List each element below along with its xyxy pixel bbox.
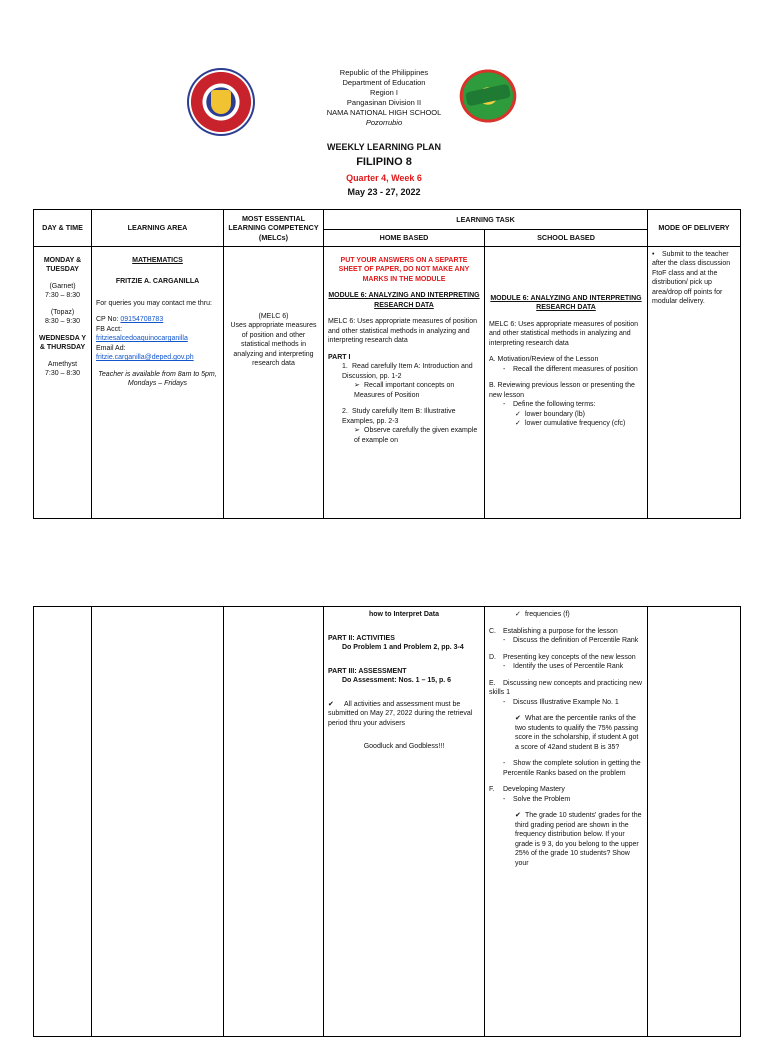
part-one-item-2-continued: how to Interpret Data: [368, 611, 439, 618]
closing-message: Goodluck and Godbless!!!: [363, 743, 445, 750]
separate-sheet-warning: PUT YOUR ANSWERS ON A SEPARTE SHEET OF PAPER, DO NOT MAKE ANY MARKS IN THE MODULE: [338, 256, 470, 283]
header-day-time: DAY & TIME: [34, 210, 92, 247]
step-f-item: - Solve the Problem: [503, 795, 571, 803]
mode-bullet: • Submit to the teacher after the class discussion FtoF class and at the distribution/ pick up area/drop off points for modular delivery.: [652, 250, 731, 305]
cp-number-link[interactable]: 09154708783: [120, 316, 164, 323]
home-based-cell: [324, 246, 485, 518]
header-home-based: HOME BASED: [324, 230, 485, 247]
part-one-item-2-sub: ➢ Observe carefully the given example of example on: [354, 427, 478, 444]
submission-note: ✔ All activities and assessment must be submitted on May 27, 2022 during the retrieval period thru your advisers: [328, 700, 473, 727]
cp-label: CP No:: [96, 316, 119, 323]
day-wednesday-thursday: WEDNESDA Y & THURSDAY: [38, 334, 87, 351]
step-b-title: B. Reviewing previous lesson or presenting the new lesson: [489, 382, 635, 399]
header-school-based: SCHOOL BASED: [485, 230, 648, 247]
melc-text: Uses appropriate measures of position and other statistical methods in analyzing and interpreting research data: [230, 322, 317, 367]
part-one-label: PART I: [328, 353, 351, 361]
step-d-item: - Identify the uses of Percentile Rank: [503, 663, 624, 670]
email-label: Email Ad:: [96, 344, 126, 352]
header-region: Region I: [370, 88, 398, 97]
melc-cell: [224, 246, 324, 518]
contact-intro: For queries you may contact me thru:: [96, 299, 212, 307]
day-time-cell: [34, 246, 92, 518]
section-amethyst: Amethyst: [47, 360, 78, 368]
home-module-title: MODULE 6: ANALYZING AND INTERPRETING RESEARCH DATA: [328, 292, 480, 309]
part-three-text: Do Assessment: Nos. 1 – 15, p. 6: [342, 677, 452, 684]
step-b-term-3: ✓ frequencies (f): [515, 611, 570, 618]
step-e-title: E. Discussing new concepts and practicing new skills 1: [489, 679, 642, 696]
mode-of-delivery-cell: [648, 246, 741, 518]
fb-account-link[interactable]: fritziesalcedoaquinocarganilla: [96, 335, 188, 342]
document-page-2: [0, 606, 768, 1024]
time-topaz: 8:30 – 9:30: [44, 318, 81, 325]
part-one-item-1-sub: ➢ Recall important concepts on Measures of Position: [354, 382, 455, 399]
step-c-title: C. Establishing a purpose for the lesson: [489, 627, 618, 635]
plan-quarter: Quarter 4, Week 6: [346, 173, 422, 183]
learning-plan-table: [33, 209, 741, 519]
subject-name: MATHEMATICS: [132, 256, 183, 264]
learning-plan-table-continued: [33, 606, 741, 1037]
header-mode-of-delivery: MODE OF DELIVERY: [648, 210, 741, 247]
time-garnet: 7:30 – 8:30: [44, 292, 81, 299]
step-f-question: ✔ The grade 10 students' grades for the third grading period are shown in the frequency distribution below. If your grade is 9 3, do you belong to the upper 25% of the grade 10 students? Show your: [515, 812, 642, 867]
header-school: NAMA NATIONAL HIGH SCHOOL: [326, 108, 442, 117]
header-melc: MOST ESSENTIAL LEARNING COMPETENCY (MELCs): [224, 210, 324, 247]
header-department: Department of Education: [342, 78, 426, 87]
time-amethyst: 7:30 – 8:30: [44, 370, 81, 377]
header-learning-area: LEARNING AREA: [92, 210, 224, 247]
header-town: Pozorrubio: [365, 118, 403, 127]
teacher-name: FRITZIE A. CARGANILLA: [115, 278, 200, 285]
melc-code: (MELC 6): [258, 312, 289, 320]
learning-area-cell-continued: [92, 607, 224, 1037]
day-monday-tuesday: MONDAY & TUESDAY: [43, 256, 82, 273]
deped-seal-logo: [187, 68, 255, 136]
step-b-term-2: ✓ lower cumulative frequency (cfc): [515, 420, 626, 427]
part-two-label: PART II: ACTIVITIES: [328, 634, 395, 642]
email-link[interactable]: fritzie.carganilla@deped.gov.ph: [96, 354, 194, 361]
home-melc-text: MELC 6: Uses appropriate measures of position and other statistical methods in analyzing and interpreting research data: [328, 318, 478, 344]
day-time-cell-continued: [34, 607, 92, 1037]
step-e-question: ✔ What are the percentile ranks of the two students to qualify the 75% passing score in the scholarship, if student A got a score of 42and student B is 35?: [515, 715, 639, 751]
step-a-title: A. Motivation/Review of the Lesson: [489, 356, 599, 363]
header-division: Pangasinan Division II: [346, 98, 422, 107]
mode-of-delivery-cell-continued: [648, 607, 741, 1037]
step-b-term-1: ✓ lower boundary (lb): [515, 410, 585, 418]
melc-cell-continued: [224, 607, 324, 1037]
step-c-item: - Discuss the definition of Percentile Rank: [503, 637, 639, 644]
availability-note: Teacher is available from 8am to 5pm, Mondays – Fridays: [98, 370, 217, 387]
fb-label: FB Acct:: [96, 325, 123, 333]
step-f-title: F. Developing Mastery: [489, 786, 565, 793]
section-garnet: (Garnet): [49, 282, 76, 290]
page-gap: [0, 520, 768, 606]
school-based-cell: [485, 246, 648, 518]
part-two-text: Do Problem 1 and Problem 2, pp. 3-4: [342, 644, 464, 651]
step-d-title: D. Presenting key concepts of the new lesson: [489, 653, 636, 661]
home-based-cell-continued: [324, 607, 485, 1037]
school-module-title: MODULE 6: ANALYZING AND INTERPRETING RESEARCH DATA: [490, 294, 642, 311]
part-three-label: PART III: ASSESSMENT: [328, 667, 407, 675]
learning-area-cell: [92, 246, 224, 518]
section-topaz: (Topaz): [50, 308, 75, 316]
school-based-cell-continued: [485, 607, 648, 1037]
header-republic: Republic of the Philippines: [339, 68, 429, 77]
step-e-item: - Discuss Illustrative Example No. 1: [503, 698, 619, 706]
school-melc-text: MELC 6: Uses appropriate measures of position and other statistical methods in analyzing and interpreting research data: [489, 320, 639, 347]
step-a-item: - Recall the different measures of position: [503, 365, 638, 373]
header-learning-task: LEARNING TASK: [324, 210, 648, 230]
plan-dates: May 23 - 27, 2022: [347, 187, 421, 197]
part-one-item-2: 2. Study carefully Item B: Illustrative Examples, pp. 2-3: [342, 408, 456, 425]
plan-subject: FILIPINO 8: [356, 156, 412, 168]
step-b-item: - Define the following terms:: [503, 401, 596, 408]
step-e-show-solution: - Show the complete solution in getting the Percentile Ranks based on the problem: [503, 760, 641, 777]
plan-title: WEEKLY LEARNING PLAN: [326, 142, 441, 152]
part-one-item-1: 1. Read carefully Item A: Introduction and Discussion, pp. 1-2: [342, 363, 473, 380]
